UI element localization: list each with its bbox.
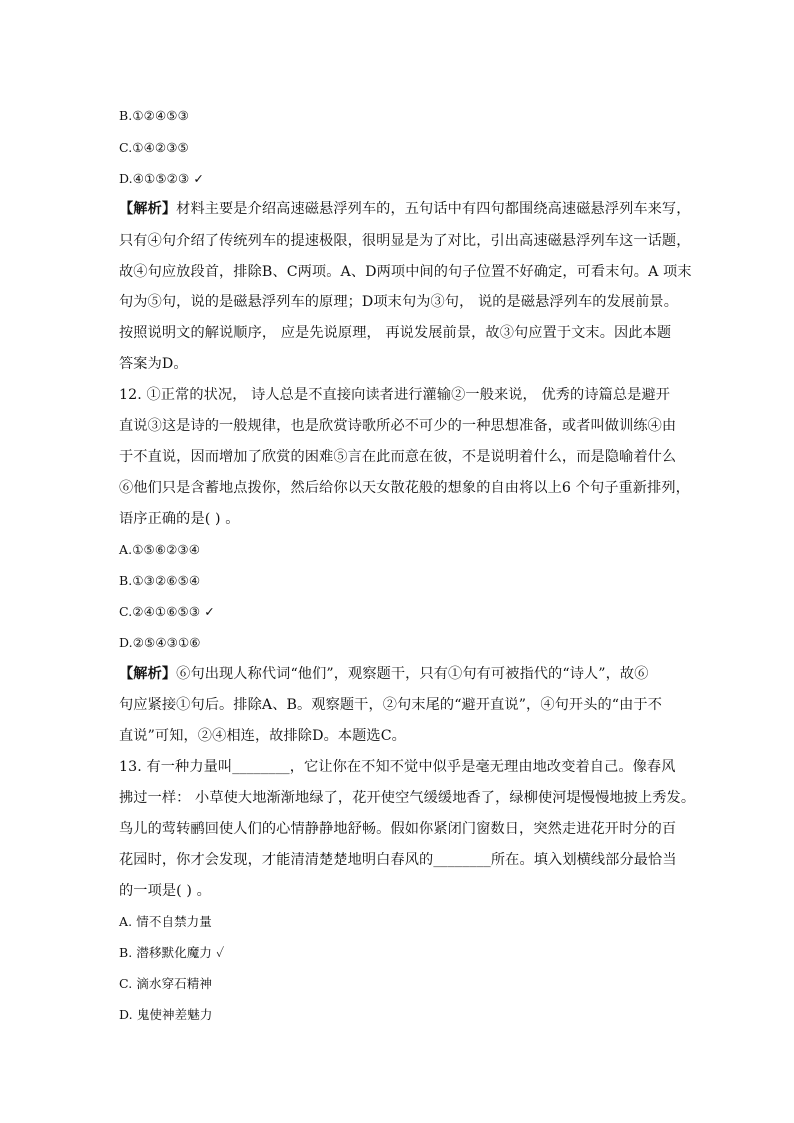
- q12-analysis-line-2: 句应紧接①句后。排除A、B。观察题干，②句末尾的“避开直说”，④句开头的“由于不: [119, 697, 662, 713]
- q13-stem-line-4: 花园时，你才会发现，才能清清楚楚地明白春风的________所在。填入划横线部分最恰当: [119, 852, 677, 868]
- q12-stem-line-2: 直说③这是诗的一般规律，也是欣赏诗歌所必不可少的一种思想准备，或者叫做训练④由: [119, 418, 677, 434]
- q12-option-c: C.②④①⑥⑤③ ✓: [119, 604, 215, 619]
- q12-analysis-line-1: 【解析】⑥句出现人称代词“他们”，观察题干，只有①句有可被指代的“诗人”，故⑥: [119, 666, 649, 682]
- q12-stem-line-1: 12. ①正常的状况， 诗人总是不直接向读者进行灌输②一般来说， 优秀的诗篇总是避开: [119, 387, 671, 403]
- q11-analysis-line-2: 只有④句介绍了传统列车的提速极限，很明显是为了对比，引出高速磁悬浮列车这一话题，: [119, 233, 691, 249]
- q11-option-b: B.①②④⑤③: [119, 108, 189, 123]
- q13-option-a: A. 情不自禁力量: [119, 914, 212, 929]
- q11-option-d: D.④①⑤②③ ✓: [119, 171, 204, 186]
- q11-analysis-line-4: 句为⑤句，说的是磁悬浮列车的原理；D项末句为③句， 说的是磁悬浮列车的发展前景。: [119, 294, 679, 310]
- q13-option-b: B. 潜移默化魔力 ✓: [119, 945, 225, 960]
- q13-stem-line-1: 13. 有一种力量叫________，它让你在不知不觉中似乎是毫无理由地改变着自己。像春风: [119, 759, 676, 775]
- q11-analysis-line-3: 故④句应放段首，排除B、C两项。A、D两项中间的句子位置不好确定，可看末句。A 项末: [119, 264, 692, 280]
- q11-analysis-line-1: 【解析】材料主要是介绍高速磁悬浮列车的，五句话中有四句都围绕高速磁悬浮列车来写，: [119, 201, 691, 217]
- q12-option-b: B.①③②⑥⑤④: [119, 573, 201, 588]
- q12-stem-line-5: 语序正确的是( ) 。: [119, 511, 240, 527]
- analysis-tag: 【解析】: [119, 201, 177, 217]
- q12-stem-line-3: 于不直说，因而增加了欣赏的困难⑤言在此而意在彼，不是说明着什么，而是隐喻着什么: [119, 449, 677, 465]
- q12-stem-line-4: ⑥他们只是含蓄地点拨你，然后给你以天女散花般的想象的自由将以上6 个句子重新排列，: [119, 480, 690, 496]
- q11-option-c: C.①④②③⑤: [119, 140, 189, 155]
- q11-analysis-line-5: 按照说明文的解说顺序， 应是先说原理， 再说发展前景，故③句应置于文末。因此本题: [119, 325, 672, 341]
- q13-stem-line-3: 鸟儿的莺转鹂回使人们的心情静静地舒畅。假如你紧闭门窗数日，突然走进花开时分的百: [119, 821, 677, 837]
- q13-stem-line-5: 的一项是( ) 。: [119, 883, 211, 899]
- analysis-tag: 【解析】: [119, 666, 177, 682]
- q11-analysis-line-6: 答案为D。: [119, 356, 188, 372]
- q13-option-c: C. 滴水穿石精神: [119, 976, 212, 991]
- q12-option-a: A.①⑤⑥②③④: [119, 542, 201, 557]
- q13-stem-line-2: 拂过一样： 小草使大地渐渐地绿了，花开使空气缓缓地香了，绿柳使河堤慢慢地披上秀发。: [119, 790, 696, 806]
- q12-analysis-line-3: 直说”可知，②④相连，故排除D。本题选C。: [119, 728, 406, 744]
- q13-option-d: D. 鬼使神差魅力: [119, 1007, 213, 1022]
- q12-option-d: D.②⑤④③①⑥: [119, 635, 201, 650]
